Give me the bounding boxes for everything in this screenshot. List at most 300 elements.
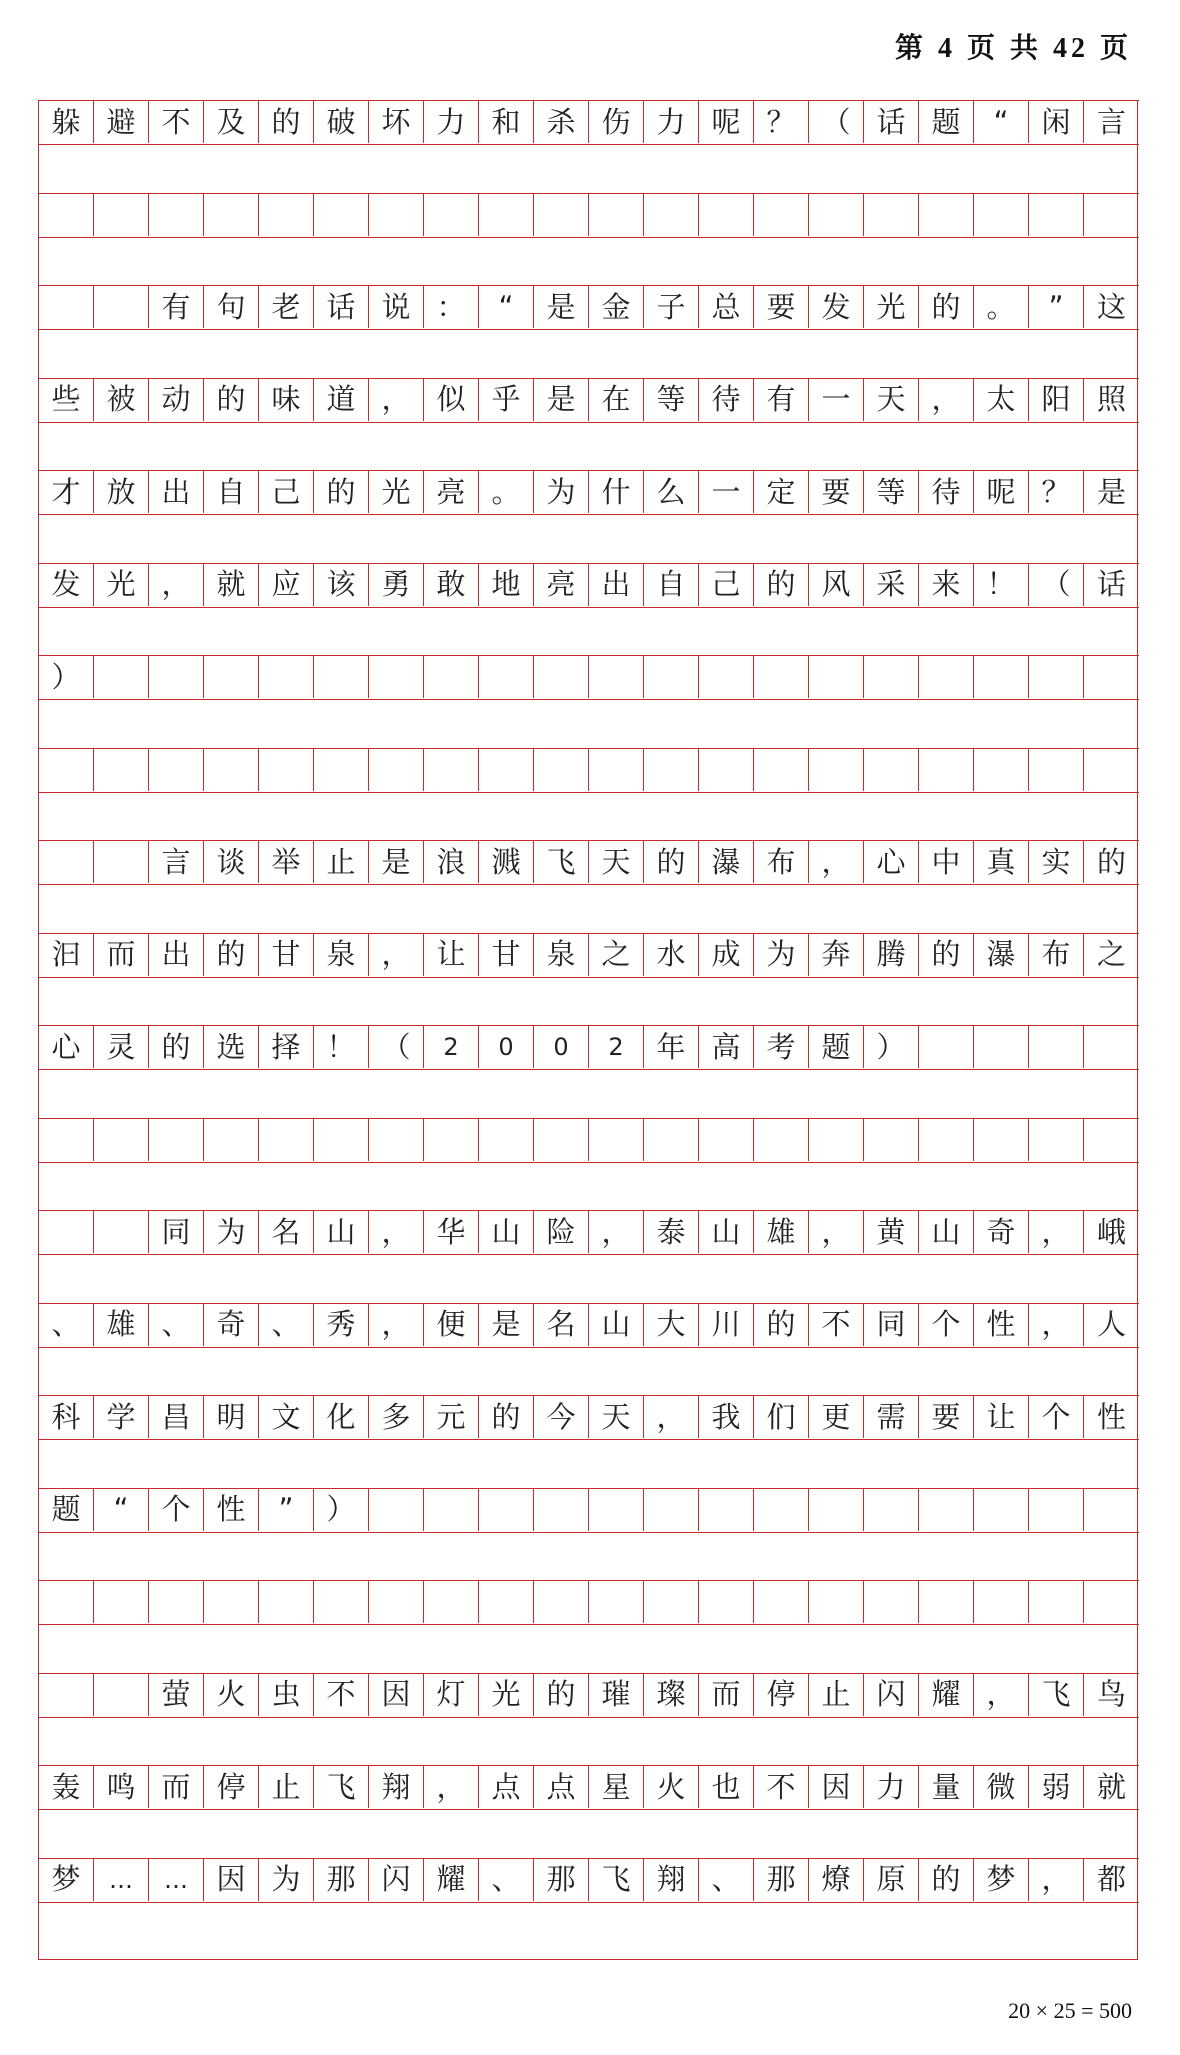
grid-cell: 元 [424,1396,479,1438]
grid-cell: 、 [479,1859,534,1901]
grid-count-label: 20 × 25 = 500 [1008,1998,1132,2023]
grid-cell: 等 [864,471,919,513]
grid-cell [149,194,204,236]
grid-cell [1084,656,1139,698]
grid-cell: 溅 [479,841,534,883]
grid-cell: 待 [699,379,754,421]
grid-cell: 明 [204,1396,259,1438]
grid-cell [754,194,809,236]
grid-cell: 是 [534,286,589,328]
grid-cell [1029,1119,1084,1161]
grid-cell: 微 [974,1766,1029,1808]
grid-row [39,1765,1139,1810]
grid-cell: ， [809,1211,864,1253]
grid-cell [1029,1026,1084,1068]
grid-cell [754,1581,809,1623]
grid-cell: 的 [1096,844,1126,879]
grid-cell: 甘 [259,934,314,976]
grid-cell: 金 [589,286,644,328]
grid-cell: 个 [1029,1396,1084,1438]
grid-cell: 们 [754,1396,809,1438]
grid-cell: 年 [644,1026,699,1068]
grid-row [39,1580,1139,1625]
grid-cell [369,194,424,236]
grid-cell [204,656,259,698]
grid-cell: 梦 [974,1859,1029,1901]
grid-cell: “ [94,1489,149,1531]
grid-cell: 山 [314,1211,369,1253]
grid-cell: 让 [974,1396,1029,1438]
grid-cell: 为 [754,934,809,976]
grid-cell: 我 [699,1396,754,1438]
grid-cell [424,1119,479,1161]
grid-cell: 不 [314,1674,369,1716]
grid-cell: 止 [314,841,369,883]
grid-cell [589,1119,644,1161]
grid-cell [1029,1489,1084,1531]
grid-cell: 题 [809,1026,864,1068]
grid-cell [479,656,534,698]
grid-cell: 那 [314,1859,369,1901]
grid-cell: 天 [864,379,919,421]
grid-cell: 亮 [534,564,589,606]
grid-cell [314,1581,369,1623]
grid-cell [699,749,754,791]
grid-cell: 萤 [149,1674,204,1716]
grid-cell [644,749,699,791]
grid-cell [1084,1489,1139,1531]
grid-cell [39,1119,94,1161]
grid-cell: 心 [864,841,919,883]
grid-cell: 的 [919,1859,974,1901]
grid-row [39,1673,1139,1718]
grid-cell: 勇 [369,564,424,606]
grid-cell: 句 [204,286,259,328]
grid-cell: 话 [1096,567,1126,601]
grid-cell: 光 [94,564,149,606]
grid-cell [369,749,424,791]
grid-cell [39,194,94,236]
grid-cell: 一 [699,471,754,513]
grid-row [39,1395,1139,1440]
grid-cell [259,194,314,236]
grid-cell: 也 [699,1766,754,1808]
grid-cell: 火 [644,1766,699,1808]
grid-cell: 老 [259,286,314,328]
grid-cell [1029,1581,1084,1623]
grid-cell: 量 [919,1766,974,1808]
grid-cell: 璀 [589,1674,644,1716]
grid-cell [94,749,149,791]
grid-row [39,840,1139,885]
grid-cell: 光 [369,471,424,513]
grid-cell: 择 [259,1026,314,1068]
grid-cell: 翔 [369,1766,424,1808]
grid-cell: 话 [314,286,369,328]
grid-cell: … [149,1859,204,1901]
grid-cell: 乎 [479,379,534,421]
grid-cell: 的 [204,934,259,976]
grid-cell: 力 [424,101,479,143]
grid-cell [644,1119,699,1161]
grid-cell: 才 [39,471,94,513]
grid-row [39,285,1139,330]
grid-cell [974,1581,1029,1623]
grid-row [39,1858,1139,1903]
grid-cell [1029,749,1084,791]
grid-cell: 之 [589,934,644,976]
grid-cell [149,656,204,698]
grid-cell: 而 [699,1674,754,1716]
grid-cell: 的 [919,286,974,328]
grid-cell [149,749,204,791]
grid-cell: 就 [1096,1769,1126,1804]
grid-cell: 2 [589,1026,644,1068]
grid-cell: 川 [699,1304,754,1346]
grid-cell [754,1489,809,1531]
grid-cell [589,1581,644,1623]
grid-cell: 名 [534,1304,589,1346]
grid-cell: 轰 [39,1766,94,1808]
grid-cell [754,1119,809,1161]
grid-cell [974,1489,1029,1531]
grid-cell: 飞 [1029,1674,1084,1716]
grid-cell [314,1119,369,1161]
grid-cell: 照 [1096,382,1126,416]
grid-cell [1084,194,1139,236]
grid-cell: 停 [754,1674,809,1716]
grid-cell [259,1581,314,1623]
grid-cell: 动 [149,379,204,421]
grid-cell: 在 [589,379,644,421]
grid-cell [644,1489,699,1531]
grid-cell [149,1119,204,1161]
grid-cell: 似 [424,379,479,421]
grid-cell [919,1026,974,1068]
grid-cell [369,656,424,698]
grid-cell: 来 [919,564,974,606]
grid-cell [589,749,644,791]
grid-cell: 就 [204,564,259,606]
grid-cell [479,194,534,236]
grid-cell [809,656,864,698]
grid-cell: 个 [919,1304,974,1346]
grid-cell [809,1489,864,1531]
grid-cell: 避 [94,101,149,143]
grid-cell [754,656,809,698]
grid-cell: 真 [974,841,1029,883]
grid-cell [369,1581,424,1623]
grid-cell [809,1581,864,1623]
grid-cell: 汩 [39,934,94,976]
grid-cell: 被 [94,379,149,421]
grid-cell [259,749,314,791]
grid-cell [974,749,1029,791]
grid-row [39,655,1139,700]
grid-cell: 名 [259,1211,314,1253]
grid-cell: 多 [369,1396,424,1438]
grid-row [39,1025,1139,1070]
grid-cell: ？ [1029,471,1084,513]
grid-cell: 些 [39,379,94,421]
grid-cell: ： [424,286,479,328]
grid-cell: 一 [809,379,864,421]
grid-row [39,470,1139,515]
grid-cell: 山 [589,1304,644,1346]
grid-cell: ， [809,841,864,883]
grid-cell: 心 [39,1026,94,1068]
grid-cell [94,1211,149,1253]
grid-cell: 需 [864,1396,919,1438]
grid-cell [534,1581,589,1623]
grid-cell [974,656,1029,698]
grid-cell [864,1581,919,1623]
grid-cell: ， [974,1674,1029,1716]
grid-cell: 道 [314,379,369,421]
grid-cell: 布 [754,841,809,883]
grid-cell: 闪 [864,1674,919,1716]
grid-cell: ， [589,1211,644,1253]
grid-cell: 谈 [204,841,259,883]
grid-cell: 己 [259,471,314,513]
grid-cell: 什 [589,471,644,513]
grid-cell: 、 [149,1304,204,1346]
grid-cell: 风 [809,564,864,606]
grid-cell [1029,656,1084,698]
grid-cell: 那 [534,1859,589,1901]
grid-cell: 更 [809,1396,864,1438]
grid-cell: 泉 [314,934,369,976]
grid-cell: 杀 [534,101,589,143]
grid-cell: 自 [204,471,259,513]
grid-cell [699,1581,754,1623]
grid-cell [589,656,644,698]
grid-cell: 0 [479,1026,534,1068]
grid-cell: 呢 [974,471,1029,513]
grid-cell: “ [974,101,1029,143]
grid-cell: 腾 [864,934,919,976]
grid-cell: 的 [754,564,809,606]
grid-cell: 泰 [644,1211,699,1253]
grid-row [39,193,1139,238]
grid-cell: 待 [919,471,974,513]
grid-cell: 因 [369,1674,424,1716]
grid-cell: ？ [754,101,809,143]
grid-cell: 成 [699,934,754,976]
grid-cell [94,1119,149,1161]
grid-cell: 力 [644,101,699,143]
grid-cell: 子 [644,286,699,328]
grid-cell: 的 [204,379,259,421]
grid-cell: 亮 [424,471,479,513]
grid-cell: 是 [369,841,424,883]
grid-cell: 学 [94,1396,149,1438]
grid-cell: （ [369,1026,424,1068]
grid-cell: 要 [809,471,864,513]
grid-cell: 让 [424,934,479,976]
grid-cell: 黄 [864,1211,919,1253]
grid-cell: … [94,1859,149,1901]
grid-cell [589,194,644,236]
grid-cell [39,841,94,883]
grid-cell: 中 [919,841,974,883]
grid-cell [94,286,149,328]
grid-cell: 点 [534,1766,589,1808]
grid-cell: 和 [479,101,534,143]
grid-cell [1084,1581,1139,1623]
grid-cell [699,1489,754,1531]
grid-cell [699,194,754,236]
grid-cell: 奔 [809,934,864,976]
grid-cell: ， [1029,1859,1084,1901]
grid-cell: 发 [39,564,94,606]
grid-cell: 而 [149,1766,204,1808]
grid-cell [754,749,809,791]
grid-cell: 光 [479,1674,534,1716]
grid-cell [94,1674,149,1716]
grid-row [39,1488,1139,1533]
grid-cell [204,1581,259,1623]
grid-cell: 灯 [424,1674,479,1716]
grid-row [39,378,1139,423]
grid-cell: ” [1029,286,1084,328]
grid-cell: 布 [1029,934,1084,976]
grid-cell: 阳 [1029,379,1084,421]
grid-cell: ” [259,1489,314,1531]
grid-cell [424,749,479,791]
grid-cell: （ [809,101,864,143]
grid-cell: ） [864,1026,919,1068]
grid-cell: （ [1029,564,1084,606]
grid-cell [919,1119,974,1161]
grid-cell [204,749,259,791]
grid-cell: 己 [699,564,754,606]
grid-cell: ！ [314,1026,369,1068]
grid-cell: ， [1029,1304,1084,1346]
grid-cell: 2 [424,1026,479,1068]
grid-cell: 闲 [1029,101,1084,143]
grid-cell: 天 [589,1396,644,1438]
grid-cell: 等 [644,379,699,421]
grid-cell [699,1119,754,1161]
grid-cell: ） [314,1489,369,1531]
grid-cell [204,194,259,236]
grid-cell: ， [644,1396,699,1438]
grid-cell: 鸟 [1096,1677,1126,1711]
grid-cell: 那 [754,1859,809,1901]
grid-cell: 的 [314,471,369,513]
grid-cell [864,194,919,236]
grid-cell: 是 [479,1304,534,1346]
grid-cell [369,1119,424,1161]
grid-cell [39,1581,94,1623]
grid-cell: 、 [699,1859,754,1901]
grid-cell [699,656,754,698]
grid-cell: ， [369,1211,424,1253]
grid-cell [314,749,369,791]
grid-cell: 山 [699,1211,754,1253]
grid-cell: 采 [864,564,919,606]
grid-cell [864,1119,919,1161]
grid-cell: 今 [534,1396,589,1438]
grid-cell [1029,194,1084,236]
grid-cell [479,1119,534,1161]
grid-cell [644,194,699,236]
grid-cell [259,1119,314,1161]
grid-cell: 梦 [39,1859,94,1901]
grid-cell: 璨 [644,1674,699,1716]
grid-cell: 飞 [589,1859,644,1901]
grid-cell: 伤 [589,101,644,143]
grid-cell: 光 [864,286,919,328]
grid-cell: “ [479,286,534,328]
grid-cell: 天 [589,841,644,883]
grid-cell: 太 [974,379,1029,421]
grid-cell: 定 [754,471,809,513]
grid-cell: 是 [1096,474,1126,509]
grid-cell: 雄 [94,1304,149,1346]
grid-cell [919,194,974,236]
grid-cell: 鸣 [94,1766,149,1808]
grid-cell: 弱 [1029,1766,1084,1808]
grid-cell: 水 [644,934,699,976]
grid-cell: 火 [204,1674,259,1716]
grid-cell: 止 [259,1766,314,1808]
grid-cell: 举 [259,841,314,883]
grid-cell: 放 [94,471,149,513]
grid-cell: ） [39,656,94,698]
grid-row [39,1118,1139,1163]
grid-cell: 不 [149,101,204,143]
grid-cell: 科 [39,1396,94,1438]
grid-cell: 、 [39,1304,94,1346]
grid-cell: 出 [589,564,644,606]
grid-cell: 的 [534,1674,589,1716]
grid-cell [864,749,919,791]
grid-cell: 峨 [1096,1214,1126,1249]
grid-cell: 应 [259,564,314,606]
grid-cell [864,656,919,698]
grid-cell: 都 [1096,1862,1126,1896]
grid-cell [94,1581,149,1623]
grid-cell: 出 [149,934,204,976]
grid-cell: 的 [754,1304,809,1346]
grid-cell: 因 [204,1859,259,1901]
grid-cell: 奇 [204,1304,259,1346]
grid-cell [424,194,479,236]
grid-cell: 出 [149,471,204,513]
grid-cell [589,1489,644,1531]
grid-cell: 飞 [314,1766,369,1808]
grid-cell: 、 [259,1304,314,1346]
grid-cell: 的 [479,1396,534,1438]
grid-cell: 说 [369,286,424,328]
grid-cell: 为 [204,1211,259,1253]
grid-cell: 自 [644,564,699,606]
grid-cell: 是 [534,379,589,421]
grid-cell [424,1581,479,1623]
grid-cell: 破 [314,101,369,143]
grid-cell: 秀 [314,1304,369,1346]
grid-cell [479,749,534,791]
grid-cell: 个 [149,1489,204,1531]
grid-cell: 及 [204,101,259,143]
grid-cell: 瀑 [699,841,754,883]
grid-cell: 有 [149,286,204,328]
grid-cell: 燎 [809,1859,864,1901]
grid-cell: 考 [754,1026,809,1068]
grid-cell [644,656,699,698]
